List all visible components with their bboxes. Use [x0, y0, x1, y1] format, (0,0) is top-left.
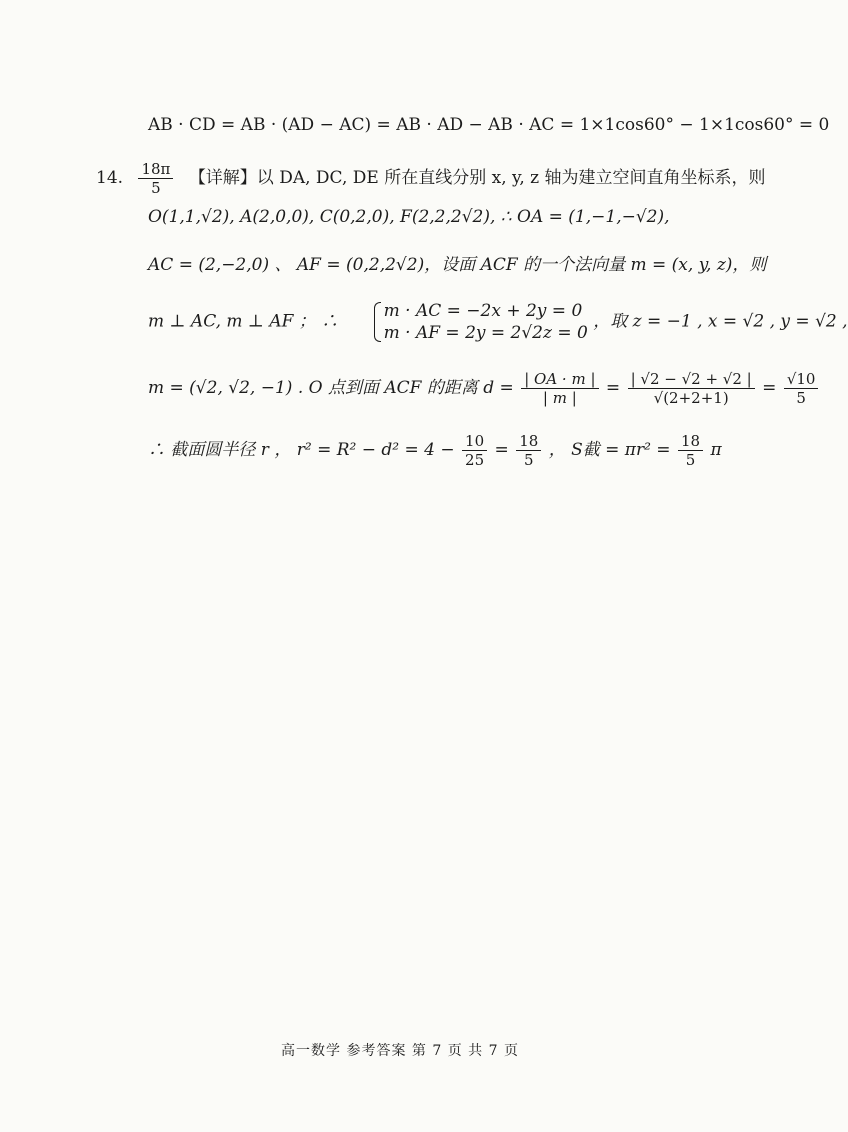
equation-system: [374, 300, 588, 344]
question-14-header: [96, 160, 766, 197]
line-normal-system: [148, 300, 848, 344]
system-equation-1: m · AC = −2x + 2y = 0: [383, 301, 583, 321]
distance-fraction-2: $\frac{| √2 - √2 + √2 |}{√(2+2+1)}$: [628, 370, 755, 407]
area-fraction: $\frac{18}{5}$: [678, 432, 703, 469]
radius-fraction-1: $\frac{10}{25}$: [462, 432, 487, 469]
vector-product-equation: AB · CD = AB · (AD − AC) = AB · AD − AB · AC = 1×1cos60° − 1×1cos60° = 0: [148, 115, 830, 135]
equals-sign-3: =: [494, 440, 509, 460]
area-text: ， S截 = πr² =: [548, 440, 671, 460]
distance-fraction-3: $\frac{√10}{5}$: [784, 370, 819, 407]
radius-text: ∴ 截面圆半径 r ， r² = R² − d² = 4 −: [148, 440, 455, 460]
question-number: 14.: [96, 168, 124, 188]
radius-fraction-2: $\frac{18}{5}$: [516, 432, 541, 469]
line-vectors-ac-af: [148, 254, 766, 276]
answer-denominator: 5: [151, 179, 161, 197]
detail-text: 【详解】以 DA, DC, DE 所在直线分别 x, y, z 轴为建立空间直角坐标系，则: [188, 168, 766, 188]
equals-sign-2: =: [762, 378, 777, 398]
page-footer: 高一数学 参考答案 第 7 页 共 7 页: [281, 1043, 519, 1059]
coordinates-text: O(1,1,√2), A(2,0,0), C(0,2,0), F(2,2,2√2), ∴ OA = (1,−1,−√2),: [148, 207, 670, 227]
distance-intro: m = (√2, √2, −1) . O 点到面 ACF 的距离 d =: [148, 378, 514, 398]
distance-fraction-1: $\frac{| OA \cdot m |}{| m |}$: [521, 370, 598, 407]
line-vector-product: [148, 114, 829, 136]
vectors-text: AC = (2,−2,0) 、 AF = (0,2,2√2)，设面 ACF 的一个法向量 m = (x, y, z)，则: [148, 255, 767, 275]
answer-fraction: [138, 160, 173, 197]
line-coordinates: [148, 206, 670, 228]
line-section-area: [148, 432, 722, 469]
line-distance: [148, 370, 820, 407]
perpendicular-text: m ⊥ AC, m ⊥ AF ； ∴: [148, 311, 339, 332]
pi-symbol: π: [710, 440, 722, 460]
system-equation-2: m · AF = 2y = 2√2z = 0: [383, 323, 588, 343]
answer-numerator: 18π: [138, 160, 173, 179]
solution-values: ，取 z = −1 , x = √2 , y = √2 ,: [593, 311, 848, 332]
equals-sign: =: [605, 378, 621, 398]
